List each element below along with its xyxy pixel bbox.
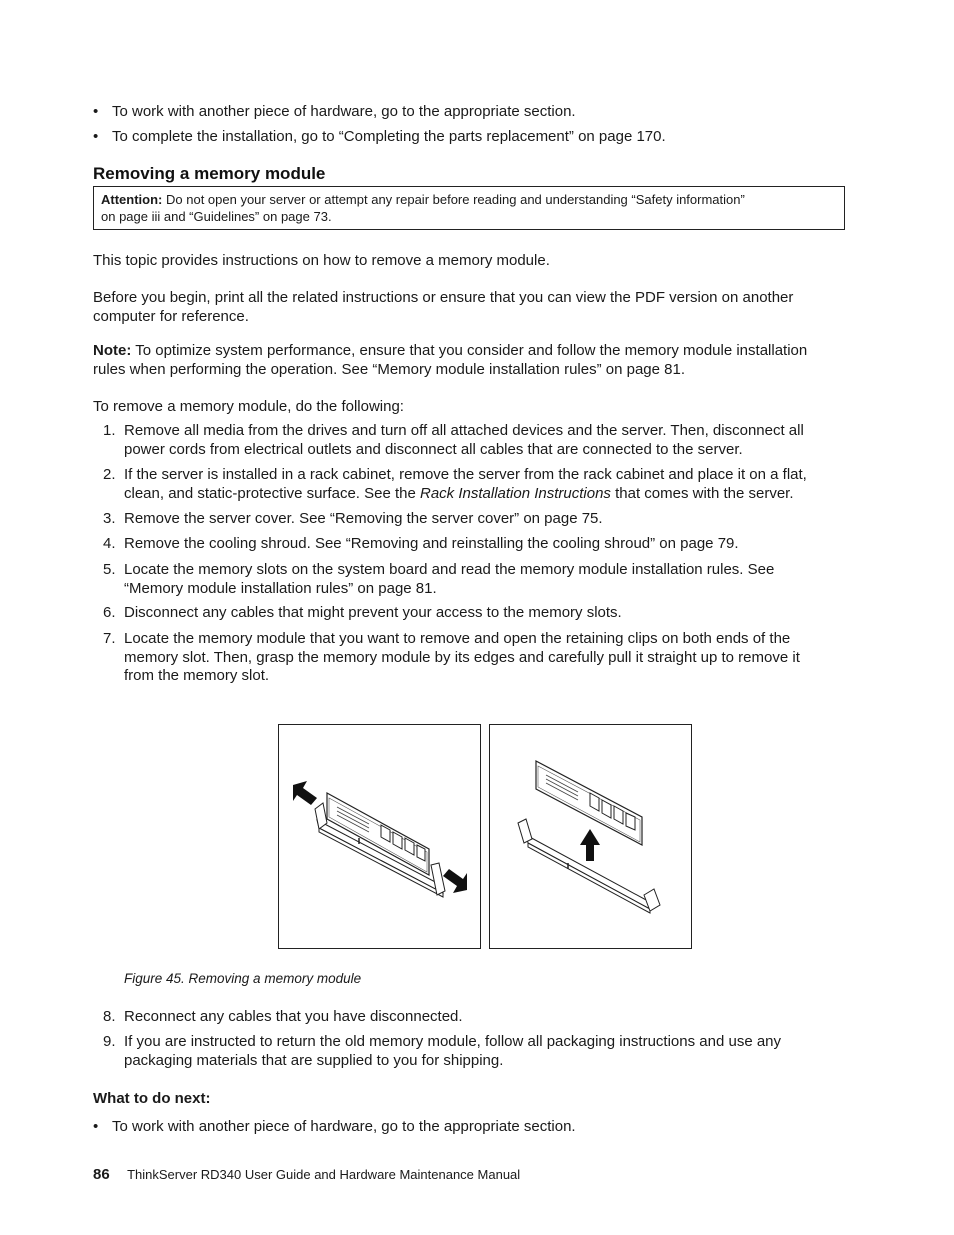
step-text: Remove the cooling shroud. See “Removing and reinstalling the cooling shroud” on page 79. [124, 535, 739, 552]
figure-panel-open-clips [278, 724, 481, 949]
before-paragraph [93, 288, 853, 326]
step-text-line-2 [124, 485, 844, 504]
step-number: 9. [103, 1033, 116, 1050]
attention-label: Attention: [101, 192, 163, 207]
bullet-text: To complete the installation, go to “Completing the parts replacement” on page 170. [112, 128, 666, 145]
bullet-text: To work with another piece of hardware, go to the appropriate section. [112, 1118, 576, 1135]
step-text: power cords from electrical outlets and disconnect all cables that are connected to the server. [124, 440, 743, 458]
step-text: from the memory slot. [124, 667, 270, 684]
step-number: 7. [103, 630, 116, 647]
step-number: 4. [103, 535, 116, 552]
step-text: Remove all media from the drives and turn off all attached devices and the server. Then, disconnect all [124, 422, 804, 439]
step-number: 5. [103, 561, 116, 578]
footer-title: ThinkServer RD340 User Guide and Hardware Maintenance Manual [127, 1167, 521, 1182]
note-line-2: rules when performing the operation. See “Memory module installation rules” on page 81. [93, 361, 685, 378]
bullet-icon: • [93, 128, 99, 145]
procedure-intro: To remove a memory module, do the following: [93, 398, 404, 415]
note-line-1 [93, 341, 853, 360]
step-text: “Memory module installation rules” on page 81. [124, 579, 437, 597]
memory-module-removal-illustration [490, 725, 691, 948]
step-number: 2. [103, 466, 116, 483]
attention-line-2: on page iii and “Guidelines” on page 73. [101, 209, 332, 224]
before-line-1: Before you begin, print all the related instructions or ensure that you can view the PDF version on another [93, 289, 794, 306]
document-reference: Rack Installation Instructions [420, 484, 611, 502]
step-text: Remove the server cover. See “Removing the server cover” on page 75. [124, 510, 603, 527]
step-text: If the server is installed in a rack cabinet, remove the server from the rack cabinet and place it on a flat, [124, 466, 807, 483]
bullet-text: To work with another piece of hardware, go to the appropriate section. [112, 103, 576, 120]
page-number: 86 [93, 1166, 110, 1183]
attention-line-1 [101, 191, 837, 208]
figure-caption: Figure 45. Removing a memory module [124, 971, 362, 986]
arrow-up-icon [580, 829, 600, 861]
intro-paragraph: This topic provides instructions on how to remove a memory module. [93, 252, 550, 269]
step-text: If you are instructed to return the old memory module, follow all packaging instructions and use any [124, 1033, 782, 1050]
note-label: Note: [93, 342, 132, 359]
step-text: clean, and static-protective surface. See the [124, 484, 420, 502]
attention-box [93, 186, 845, 230]
step-text: Disconnect any cables that might prevent your access to the memory slots. [124, 604, 622, 621]
step-number: 8. [103, 1008, 116, 1025]
bullet-icon: • [93, 103, 99, 120]
bullet-icon: • [93, 1118, 99, 1135]
section-title: Removing a memory module [93, 164, 326, 183]
attention-text: Do not open your server or attempt any repair before reading and understanding “Safety information” [166, 192, 745, 207]
step-text: that comes with the server. [610, 484, 794, 502]
arrow-up-left-icon [293, 781, 317, 805]
step-number: 1. [103, 422, 116, 439]
step-text: packaging materials that are supplied to you for shipping. [124, 1051, 504, 1069]
step-text: Locate the memory slots on the system board and read the memory module installation rules. See [124, 561, 775, 578]
note-paragraph [93, 341, 853, 379]
note-text: To optimize system performance, ensure that you consider and follow the memory module installation [135, 342, 808, 359]
next-heading: What to do next: [93, 1090, 211, 1107]
arrow-down-right-icon [443, 869, 467, 893]
step-text: Locate the memory module that you want to remove and open the retaining clips on both ends of the [124, 630, 791, 647]
step-number: 3. [103, 510, 116, 527]
step-number: 6. [103, 604, 116, 621]
memory-slot-clips-illustration [279, 725, 480, 948]
page-footer [93, 1166, 520, 1183]
step-text: Reconnect any cables that you have disconnected. [124, 1008, 463, 1025]
before-line-2: computer for reference. [93, 308, 249, 325]
step-text: memory slot. Then, grasp the memory module by its edges and carefully pull it straight up to remove it [124, 648, 800, 666]
figure-panel-lift-module [489, 724, 692, 949]
